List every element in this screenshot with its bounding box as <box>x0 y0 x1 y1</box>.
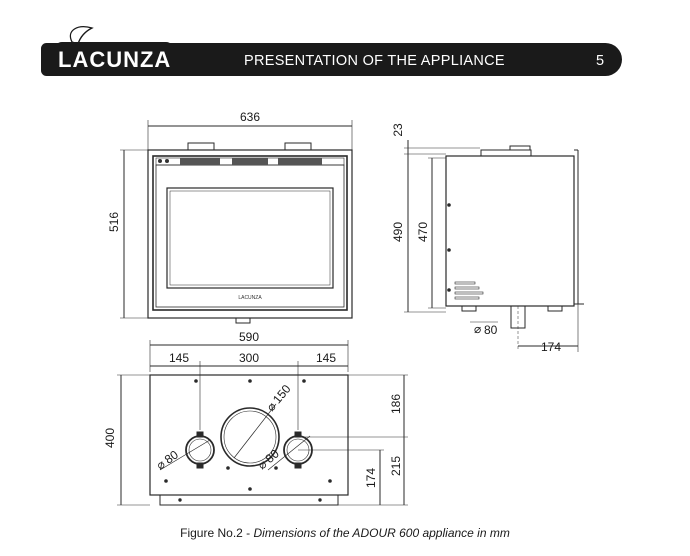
dim-left-pipe-diameter: 80 <box>161 447 181 467</box>
dim-plan-to-pipes-bottom: 215 <box>389 455 403 477</box>
caption-label: Figure No.2 - <box>180 526 254 540</box>
caption-description: Dimensions of the ADOUR 600 appliance in mm <box>253 526 510 540</box>
dim-front-height: 516 <box>107 211 121 233</box>
dim-right-pipe-diameter: 80 <box>262 446 282 466</box>
svg-text:LACUNZA: LACUNZA <box>238 295 262 301</box>
dim-plan-left: 145 <box>168 351 190 365</box>
dim-left-pipe-diameter-symbol: ⌀ <box>153 456 168 473</box>
dim-flue-diameter-symbol: ⌀ <box>263 399 279 414</box>
dim-front-width: 636 <box>239 110 261 124</box>
dim-side-bottom-diameter: 80 <box>484 323 498 337</box>
page-title: PRESENTATION OF THE APPLIANCE <box>244 53 505 69</box>
dim-right-pipe-diameter-symbol: ⌀ <box>254 456 270 473</box>
dim-side-top-offset: 23 <box>391 123 405 137</box>
dim-plan-right: 145 <box>315 351 337 365</box>
dim-plan-depth: 400 <box>103 427 117 449</box>
brand-name: LACUNZA <box>58 47 172 72</box>
page-number: 5 <box>596 53 605 69</box>
front-view <box>120 120 352 323</box>
dim-plan-to-pipes-top: 186 <box>389 393 403 415</box>
figure-caption <box>0 526 690 540</box>
dim-plan-front-offset: 174 <box>364 467 378 489</box>
dim-flue-diameter: 150 <box>270 381 294 407</box>
dim-plan-mid: 300 <box>238 351 260 365</box>
dim-plan-width: 590 <box>238 330 260 344</box>
dimension-labels <box>103 110 561 488</box>
dim-side-bottom-depth: 174 <box>541 340 562 354</box>
dim-side-height-inner: 470 <box>416 221 430 243</box>
side-view <box>404 140 584 352</box>
dim-side-height-outer: 490 <box>391 221 405 243</box>
dim-side-diameter-symbol: ⌀ <box>474 322 482 336</box>
